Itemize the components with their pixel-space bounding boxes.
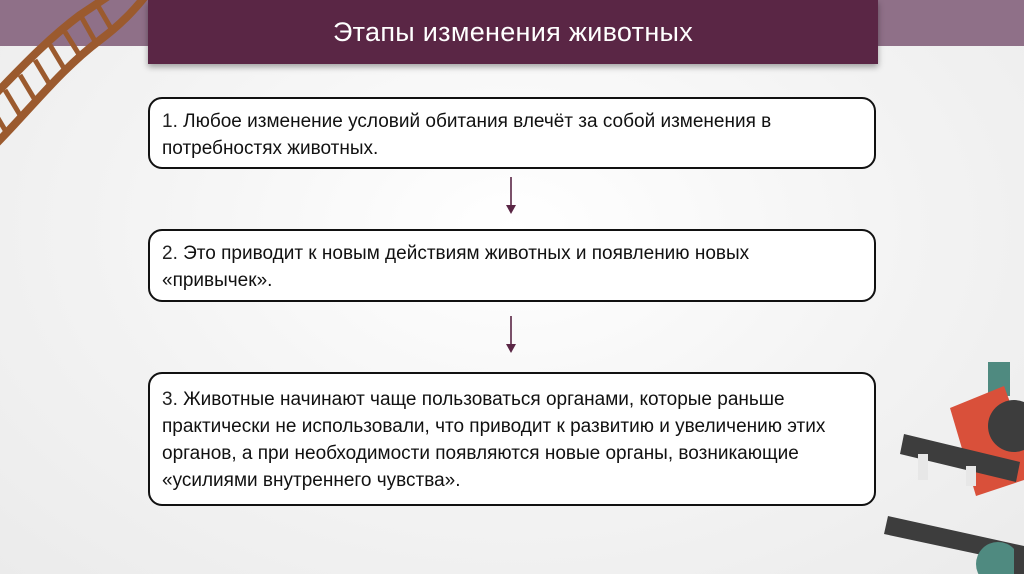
step-text: Животные начинают чаще пользоваться органами, которые раньше практически не использовали, что приводит к развитию и увеличению этих органов, а при необходимости появляются новые органы, возникающие «усилиями внутреннего чувства».	[162, 389, 826, 491]
microscope-icon	[880, 350, 1024, 574]
step-text: Это приводит к новым действиям животных и появлению новых «привычек».	[162, 243, 750, 291]
down-arrow-icon	[503, 177, 519, 215]
step-box-1	[148, 97, 876, 169]
title-bar	[148, 0, 878, 64]
step-number: 1.	[162, 111, 178, 132]
step-box-3	[148, 372, 876, 506]
step-box-2	[148, 229, 876, 302]
step-text: Любое изменение условий обитания влечёт за собой изменения в потребностях животных.	[162, 111, 772, 159]
dna-helix-icon	[0, 0, 150, 150]
step-number: 2.	[162, 243, 178, 264]
slide-title: Этапы изменения животных	[332, 16, 694, 47]
step-number: 3.	[162, 389, 178, 410]
down-arrow-icon	[503, 316, 519, 354]
